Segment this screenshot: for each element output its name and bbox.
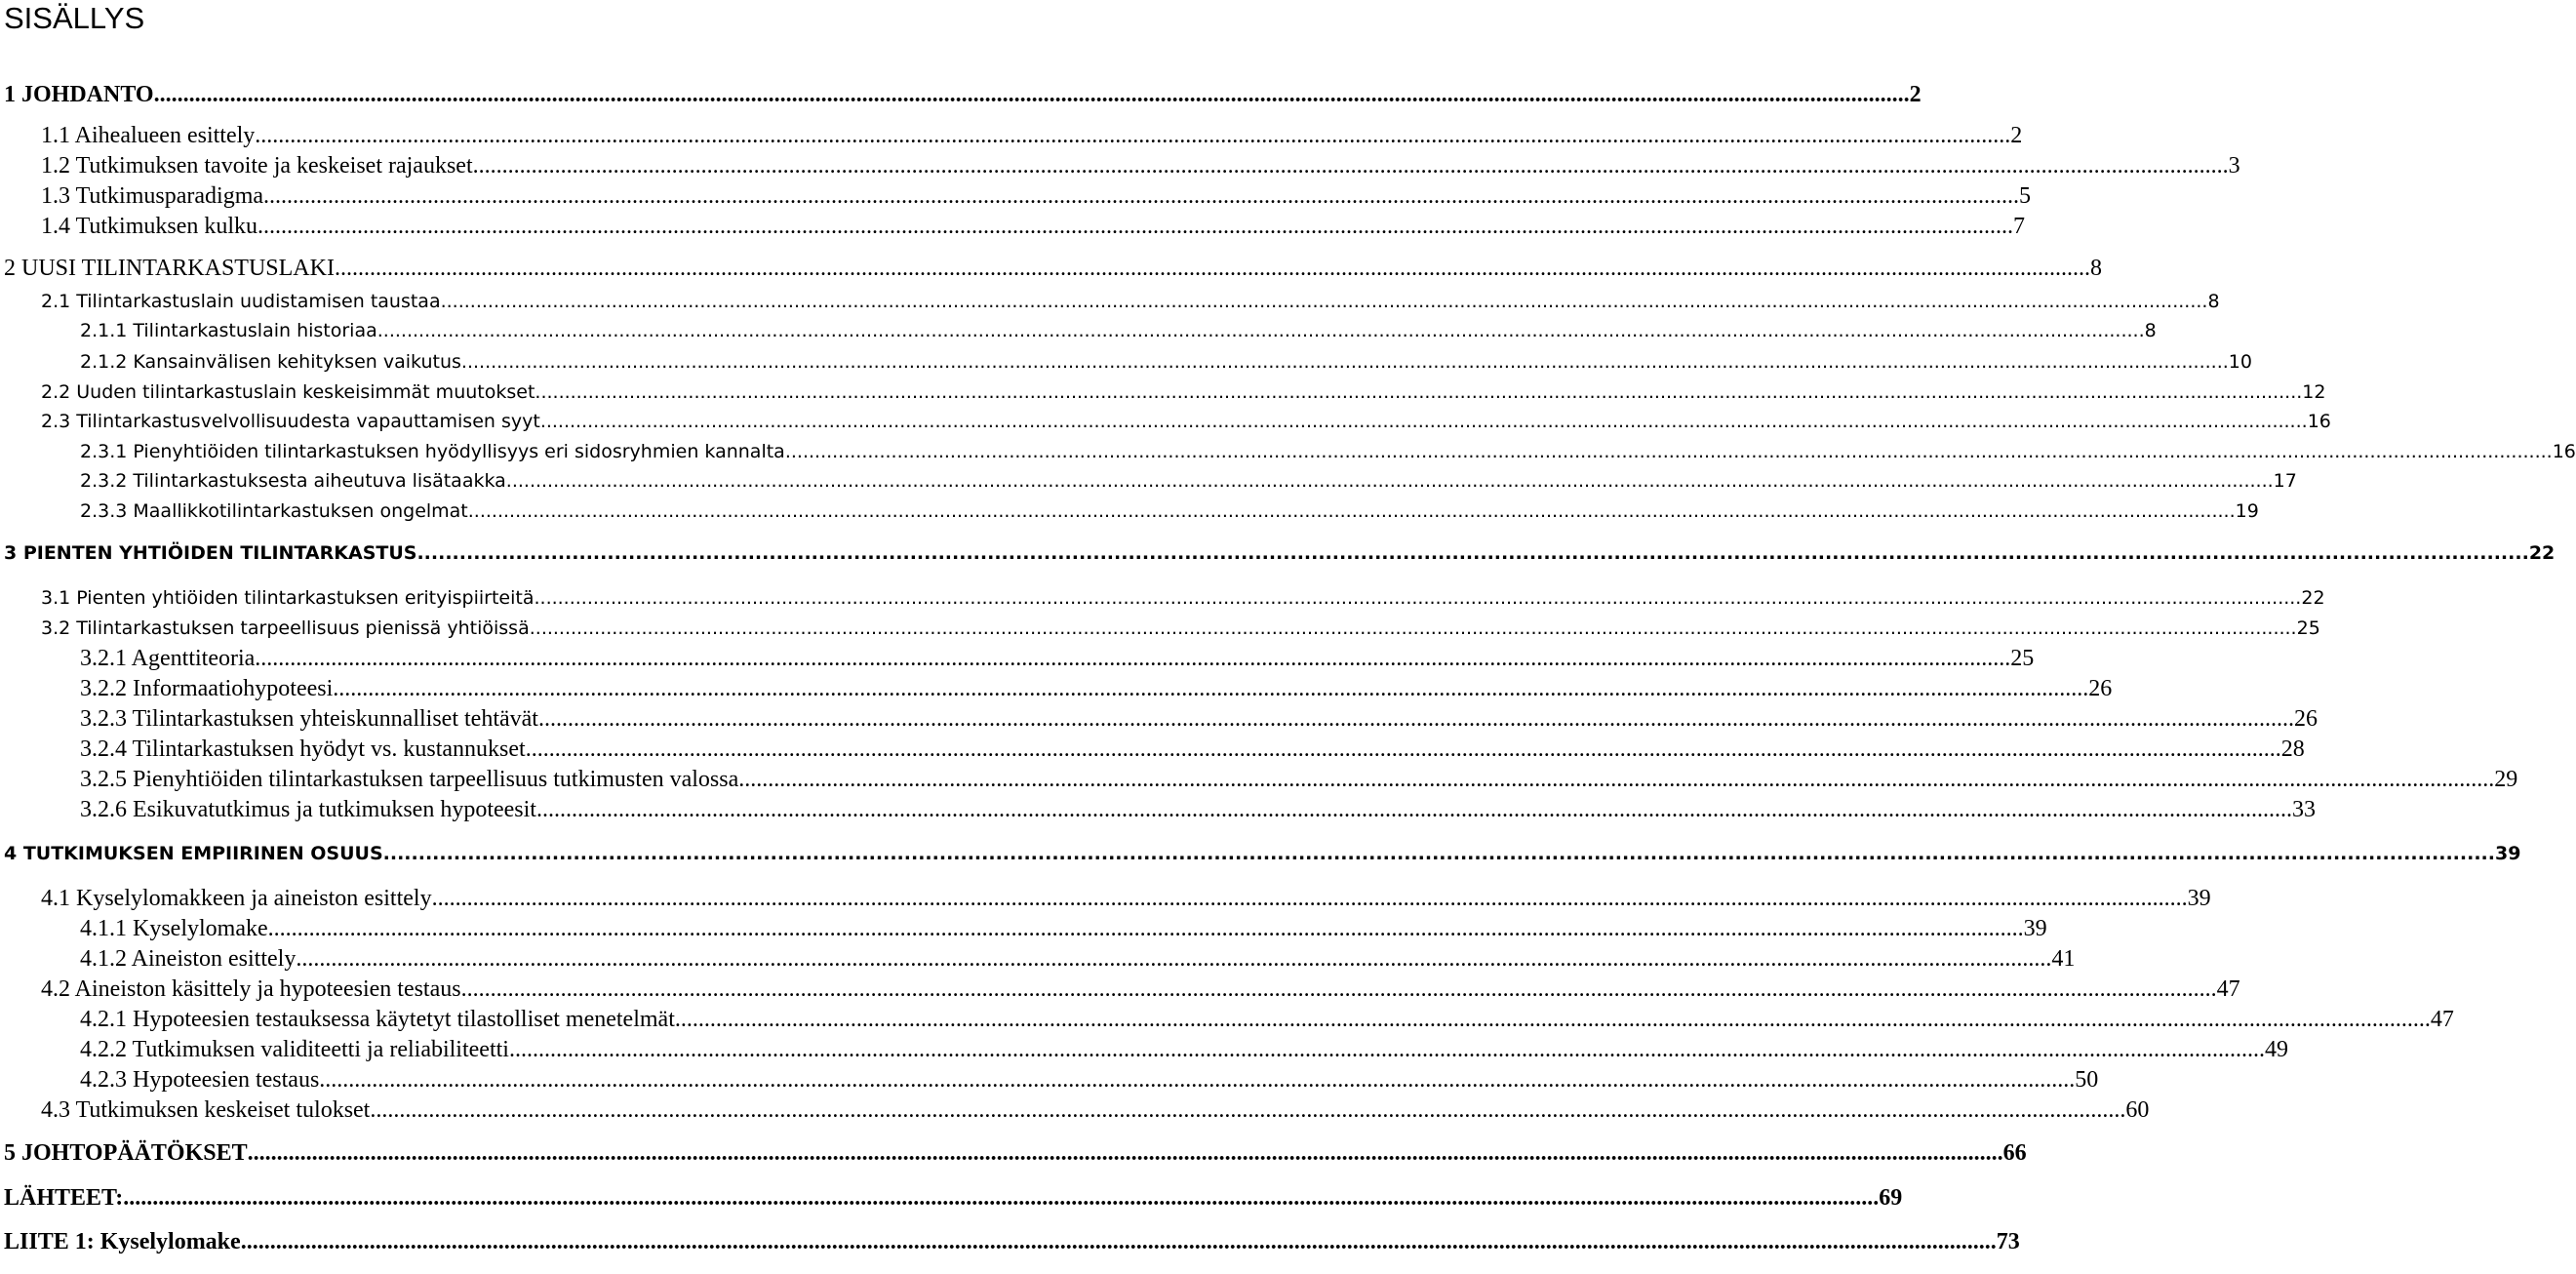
toc-entry: [80, 466, 2297, 496]
toc-entry-page-number: 60: [2125, 1097, 2150, 1123]
toc-leader-dots: ............................................................................................................................................................................................................................................................................................................: [440, 291, 2208, 312]
toc-leader-dots: ............................................................................................................................................................................................................................................................................................................: [258, 214, 2014, 239]
toc-leader-dots: ............................................................................................................................................................................................................................................................................................................: [472, 153, 2229, 179]
toc-leader-dots: ............................................................................................................................................................................................................................................................................................................: [267, 916, 2024, 941]
toc-leader-dots: ............................................................................................................................................................................................................................................................................................................: [263, 183, 2020, 209]
toc-entry: [4, 1183, 1903, 1213]
toc-entry-page-number: 16: [2552, 441, 2576, 462]
toc-leader-dots: ............................................................................................................................................................................................................................................................................................................: [334, 256, 2090, 281]
toc-leader-dots: ............................................................................................................................................................................................................................................................................................................: [376, 320, 2145, 341]
toc-entry-label: 4.2.3 Hypoteesien testaus: [80, 1067, 320, 1093]
toc-entry: [4, 1138, 2027, 1168]
toc-entry-label: 4.1 Kyselylomakkeen ja aineiston esittely: [41, 886, 432, 911]
toc-entry-page-number: 26: [2293, 706, 2318, 732]
toc-leader-dots: ............................................................................................................................................................................................................................................................................................................: [508, 1037, 2265, 1062]
toc-entry: [41, 212, 2026, 241]
toc-entry-label: 4.1.2 Aineiston esittely: [80, 946, 297, 972]
toc-leader-dots: ............................................................................................................................................................................................................................................................................................................: [505, 470, 2274, 492]
toc-entry: [41, 407, 2331, 436]
toc-leader-dots: ............................................................................................................................................................................................................................................................................................................: [431, 886, 2188, 911]
toc-entry: [80, 347, 2252, 377]
toc-entry-page-number: 33: [2291, 797, 2316, 822]
toc-entry-label: 3.1 Pienten yhtiöiden tilintarkastuksen erityispiirteitä: [41, 587, 535, 609]
toc-entry-label: 2 UUSI TILINTARKASTUSLAKI: [4, 256, 335, 281]
toc-entry-page-number: 17: [2273, 470, 2297, 492]
toc-entry-page-number: 49: [2264, 1037, 2288, 1062]
toc-leader-dots: ............................................................................................................................................................................................................................................................................................................: [738, 767, 2495, 792]
toc-entry-page-number: 47: [2430, 1007, 2454, 1032]
toc-entry-label: 4 TUTKIMUKSEN EMPIIRINEN OSUUS: [4, 843, 383, 864]
toc-entry: [41, 121, 2023, 150]
toc-leader-dots: ............................................................................................................................................................................................................................................................................................................: [255, 646, 2011, 671]
toc-entry-label: 2.1.1 Tilintarkastuslain historiaa: [80, 320, 377, 341]
toc-entry: [80, 944, 2076, 974]
toc-entry-label: 4.2.2 Tutkimuksen validiteetti ja reliabiliteetti: [80, 1037, 509, 1062]
toc-entry-label: 3.2.2 Informaatiohypoteesi: [80, 676, 334, 701]
toc-leader-dots: ............................................................................................................................................................................................................................................................................................................: [467, 500, 2236, 522]
toc-leader-dots: ............................................................................................................................................................................................................................................................................................................: [539, 411, 2308, 432]
toc-entry-label: 2.3.1 Pienyhtiöiden tilintarkastuksen hyödyllisyys eri sidosryhmien kannalta: [80, 441, 785, 462]
toc-entry-label: 3.2.1 Agenttiteoria: [80, 646, 256, 671]
toc-entry: [4, 1227, 2020, 1256]
toc-leader-dots: ............................................................................................................................................................................................................................................................................................................: [240, 1229, 1997, 1254]
toc-entry-label: 5 JOHTOPÄÄTÖKSET: [4, 1140, 248, 1166]
toc-entry-page-number: 28: [2280, 737, 2305, 762]
toc-entry-page-number: 5: [2019, 183, 2032, 209]
toc-entry: [41, 1095, 2150, 1125]
toc-entry-label: 1.1 Aihealueen esittely: [41, 123, 256, 148]
toc-entry-label: LÄHTEET:: [4, 1185, 124, 1211]
toc-entry: [80, 735, 2305, 764]
toc-entry: [41, 614, 2320, 643]
toc-leader-dots: ............................................................................................................................................................................................................................................................................................................: [460, 976, 2217, 1002]
toc-entry: [80, 316, 2157, 345]
toc-leader-dots: ............................................................................................................................................................................................................................................................................................................: [535, 381, 2303, 403]
toc-entry-page-number: 25: [2296, 617, 2320, 639]
toc-leader-dots: ............................................................................................................................................................................................................................................................................................................: [382, 843, 2495, 864]
toc-entry-page-number: 69: [1879, 1185, 1903, 1211]
toc-entry-label: 3.2 Tilintarkastuksen tarpeellisuus pienissä yhtiöissä: [41, 617, 530, 639]
toc-entry: [41, 181, 2032, 211]
toc-entry-label: 4.2 Aineiston käsittely ja hypoteesien testaus: [41, 976, 461, 1002]
toc-entry-label: 3.2.4 Tilintarkastuksen hyödyt vs. kustannukset: [80, 737, 526, 762]
toc-entry-page-number: 41: [2051, 946, 2076, 972]
toc-entry: [80, 644, 2035, 673]
toc-entry-page-number: 16: [2307, 411, 2331, 432]
toc-entry-page-number: 25: [2010, 646, 2035, 671]
toc-entry: [80, 914, 2047, 943]
toc-entry-page-number: 39: [2187, 886, 2211, 911]
toc-leader-dots: ............................................................................................................................................................................................................................................................................................................: [296, 946, 2052, 972]
toc-entry: [80, 674, 2113, 703]
toc-entry-page-number: 47: [2216, 976, 2240, 1002]
toc-leader-dots: ............................................................................................................................................................................................................................................................................................................: [319, 1067, 2076, 1093]
toc-entry-label: 4.2.1 Hypoteesien testauksessa käytetyt tilastolliset menetelmät: [80, 1007, 675, 1032]
toc-entry-page-number: 2: [2010, 123, 2023, 148]
toc-entry-page-number: 10: [2228, 351, 2252, 373]
toc-entry-page-number: 50: [2075, 1067, 2099, 1093]
toc-entry: [4, 538, 2556, 568]
toc-entry: [41, 378, 2326, 407]
toc-entry-page-number: 19: [2235, 500, 2259, 522]
toc-entry: [4, 80, 1922, 109]
toc-leader-dots: ............................................................................................................................................................................................................................................................................................................: [674, 1007, 2431, 1032]
toc-entry-label: 4.1.1 Kyselylomake: [80, 916, 268, 941]
toc-entry-page-number: 29: [2494, 767, 2518, 792]
toc-leader-dots: ............................................................................................................................................................................................................................................................................................................: [123, 1185, 1880, 1211]
toc-leader-dots: ............................................................................................................................................................................................................................................................................................................: [535, 797, 2292, 822]
toc-leader-dots: ............................................................................................................................................................................................................................................................................................................: [247, 1140, 2003, 1166]
toc-entry-page-number: 39: [2494, 843, 2521, 864]
toc-entry-label: 2.3.2 Tilintarkastuksesta aiheutuva lisätaakka: [80, 470, 506, 492]
toc-leader-dots: ............................................................................................................................................................................................................................................................................................................: [534, 587, 2302, 609]
toc-leader-dots: ............................................................................................................................................................................................................................................................................................................: [537, 706, 2294, 732]
toc-entry-label: 1.2 Tutkimuksen tavoite ja keskeiset rajaukset: [41, 153, 473, 179]
toc-entry: [41, 287, 2220, 316]
toc-entry-page-number: 26: [2088, 676, 2113, 701]
toc-entry-page-number: 8: [2207, 291, 2220, 312]
toc-entry-label: 4.3 Tutkimuksen keskeiset tulokset: [41, 1097, 371, 1123]
toc-entry: [41, 583, 2325, 613]
toc-entry: [80, 704, 2318, 734]
toc-entry-label: 3.2.6 Esikuvatutkimus ja tutkimuksen hypoteesit: [80, 797, 536, 822]
toc-entry: [80, 1035, 2288, 1064]
toc-entry: [80, 1065, 2099, 1095]
toc-leader-dots: ............................................................................................................................................................................................................................................................................................................: [784, 441, 2553, 462]
toc-entry-label: 2.3.3 Maallikkotilintarkastuksen ongelmat: [80, 500, 468, 522]
toc-entry-page-number: 2: [1909, 82, 1922, 107]
toc-entry: [80, 497, 2259, 526]
toc-entry-label: 1.4 Tutkimuksen kulku: [41, 214, 258, 239]
toc-entry-label: LIITE 1: Kyselylomake: [4, 1229, 241, 1254]
toc-entry-label: 1.3 Tutkimusparadigma: [41, 183, 264, 209]
toc-leader-dots: ............................................................................................................................................................................................................................................................................................................: [460, 351, 2229, 373]
toc-entry-label: 2.1.2 Kansainvälisen kehityksen vaikutus: [80, 351, 461, 373]
toc-entry: [80, 765, 2518, 794]
toc-entry: [4, 839, 2521, 868]
toc-entry: [41, 975, 2240, 1004]
toc-entry: [80, 437, 2576, 466]
toc-entry-page-number: 8: [2089, 256, 2102, 281]
toc-entry: [80, 795, 2316, 824]
toc-entry-page-number: 8: [2144, 320, 2157, 341]
toc-entry-page-number: 12: [2302, 381, 2326, 403]
toc-entry: [4, 254, 2102, 283]
toc-entry: [41, 884, 2211, 913]
toc-entry-label: 3 PIENTEN YHTIÖIDEN TILINTARKASTUS: [4, 542, 417, 564]
toc-leader-dots: ............................................................................................................................................................................................................................................................................................................: [370, 1097, 2126, 1123]
toc-entry-label: 2.3 Tilintarkastusvelvollisuudesta vapauttamisen syyt: [41, 411, 540, 432]
toc-entry-page-number: 3: [2228, 153, 2240, 179]
toc-leader-dots: ............................................................................................................................................................................................................................................................................................................: [529, 617, 2297, 639]
toc-entry-label: 2.1 Tilintarkastuslain uudistamisen taustaa: [41, 291, 441, 312]
toc-entry-page-number: 66: [2002, 1140, 2027, 1166]
toc-leader-dots: ............................................................................................................................................................................................................................................................................................................: [333, 676, 2089, 701]
toc-entry: [80, 1005, 2454, 1034]
toc-entry-label: 1 JOHDANTO: [4, 82, 154, 107]
toc-entry-label: 3.2.3 Tilintarkastuksen yhteiskunnalliset tehtävät: [80, 706, 538, 732]
toc-entry-label: 3.2.5 Pienyhtiöiden tilintarkastuksen tarpeellisuus tutkimusten valossa: [80, 767, 739, 792]
toc-leader-dots: ............................................................................................................................................................................................................................................................................................................: [525, 737, 2281, 762]
toc-entry: [41, 151, 2240, 180]
toc-entry-page-number: 7: [2013, 214, 2026, 239]
toc-leader-dots: ............................................................................................................................................................................................................................................................................................................: [255, 123, 2011, 148]
toc-leader-dots: ............................................................................................................................................................................................................................................................................................................: [153, 82, 1910, 107]
toc-leader-dots: ............................................................................................................................................................................................................................................................................................................: [416, 542, 2529, 564]
toc-entry-page-number: 73: [1996, 1229, 2020, 1254]
toc-entry-page-number: 22: [2301, 587, 2325, 609]
toc-entry-page-number: 22: [2528, 542, 2556, 564]
toc-entry-label: 2.2 Uuden tilintarkastuslain keskeisimmät muutokset: [41, 381, 535, 403]
page-title: SISÄLLYS: [4, 1, 145, 35]
toc-entry-page-number: 39: [2023, 916, 2047, 941]
